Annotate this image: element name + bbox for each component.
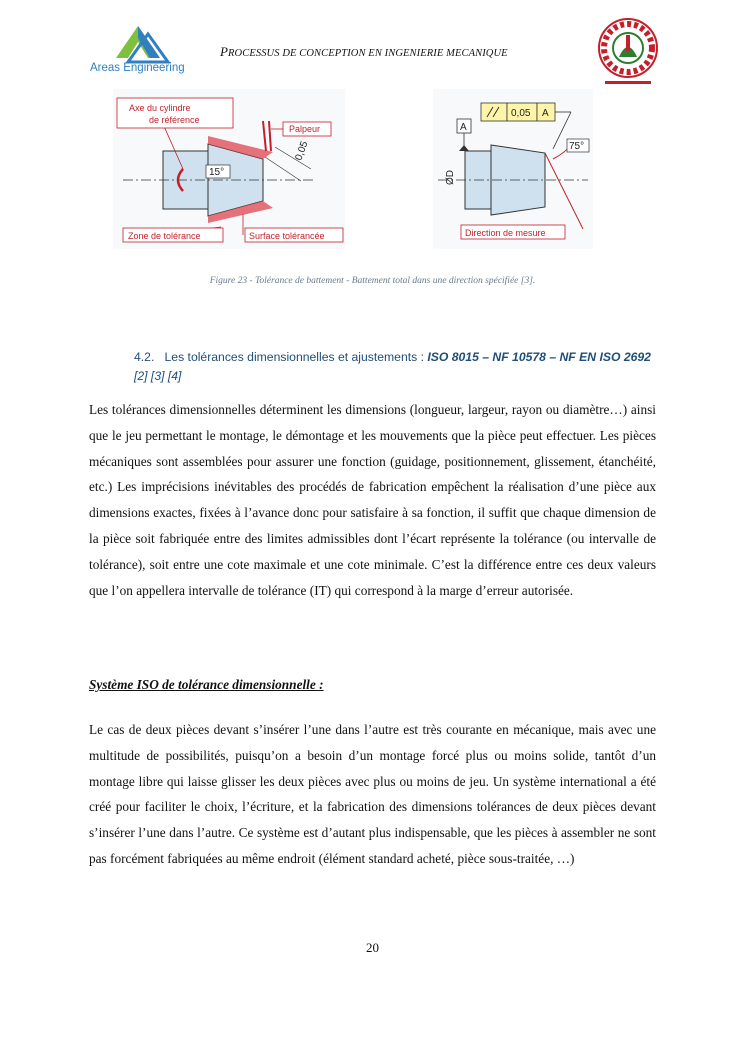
section-title: Les tolérances dimensionnelles et ajustements : — [164, 350, 428, 364]
logo-text: Areas Engineering — [90, 62, 185, 74]
page-number: 20 — [366, 940, 379, 955]
probe-label: Palpeur — [289, 124, 321, 134]
tolerance-zone-label: Zone de tolérance — [128, 231, 201, 241]
section-number: 4.2. — [134, 350, 155, 364]
axis-label-line-1: Axe du cylindre — [129, 103, 191, 113]
angle-75-label: 75° — [569, 141, 585, 152]
paragraph-dimensional-tolerances: Les tolérances dimensionnelles déterminent les dimensions (longueur, largeur, rayon ou diamètre…) ainsi que le jeu permettant le montage, le démontage et les mouvements que la pièce peut effectuer. Les pièces mécaniques sont assemblées pour assurer une fonction (guidage, positionnement, glissement, étanchéité, etc.) Les imprécisions inévitables des procédés de fabrication empêchent la réalisation d’une pièce aux dimensions exactes, fixées à l’avance donc pour satisfaire à sa fonction, il suffit que chaque dimension de la pièce soit fabriquée entre des limites admissibles dont l’écart représente la tolérance (ou intervalle de tolérance), soit entre une cote maximale et une cote minimale. C’est la différence entre ces deux valeurs que l’on appellera intervalle de tolérance (IT) qui correspond à la marge d’erreur autorisée. — [89, 402, 656, 598]
datum-letter: A — [460, 122, 467, 133]
areas-engineering-logo — [88, 22, 203, 78]
axis-label-line-2: de référence — [149, 115, 200, 125]
section-references: [2] [3] [4] — [134, 369, 182, 383]
document-header-title — [220, 44, 508, 60]
angle-15-label: 15° — [209, 167, 225, 178]
figure-runout-direction — [433, 89, 593, 249]
subheading-iso-system: Système ISO de tolérance dimensionnelle : — [89, 677, 324, 692]
seal-gear-icon — [595, 15, 661, 87]
section-heading — [134, 348, 656, 386]
header-title-initial: P — [220, 44, 229, 59]
figure-runout-cylinder — [113, 89, 345, 249]
frame-datum-letter: A — [542, 108, 549, 119]
institution-seal-logo — [595, 15, 661, 87]
measurement-direction-label: Direction de mesure — [465, 228, 546, 238]
header-title-rest: ROCESSUS DE CONCEPTION EN INGENIERIE MECANIQUE — [228, 48, 508, 59]
toleranced-surface-label: Surface tolérancée — [249, 231, 325, 241]
tolerance-value-label: 0,05 — [293, 139, 311, 163]
figure-caption: Figure 23 - Tolérance de battement - Battement total dans une direction spécifiée [3]. — [209, 276, 536, 286]
frame-tolerance-value: 0,05 — [511, 108, 531, 119]
logo-triangle-icon — [88, 22, 203, 64]
paragraph-iso-system: Le cas de deux pièces devant s’insérer l’une dans l’autre est très courante en mécanique, mais avec une multitude de possibilités, puisqu’on a besoin d’un montage forcé plus ou moins solide, tantôt d’un montage libre qui laisse glisser les deux pièces avec plus ou moins de jeu. Un système international a été créé pour faciliter le choix, l’écriture, et la fabrication des dimensions tolérances de deux pièces devant s’insérer l’une dans l’autre. Ce système est d’autant plus indispensable, que les pièces à assembler ne sont pas forcément fabriquées au même endroit (élément standard acheté, pièce sous-traitée, …) — [89, 722, 656, 866]
diameter-label: ØD — [445, 170, 456, 185]
section-standards: ISO 8015 – NF 10578 – NF EN ISO 2692 — [427, 350, 651, 364]
